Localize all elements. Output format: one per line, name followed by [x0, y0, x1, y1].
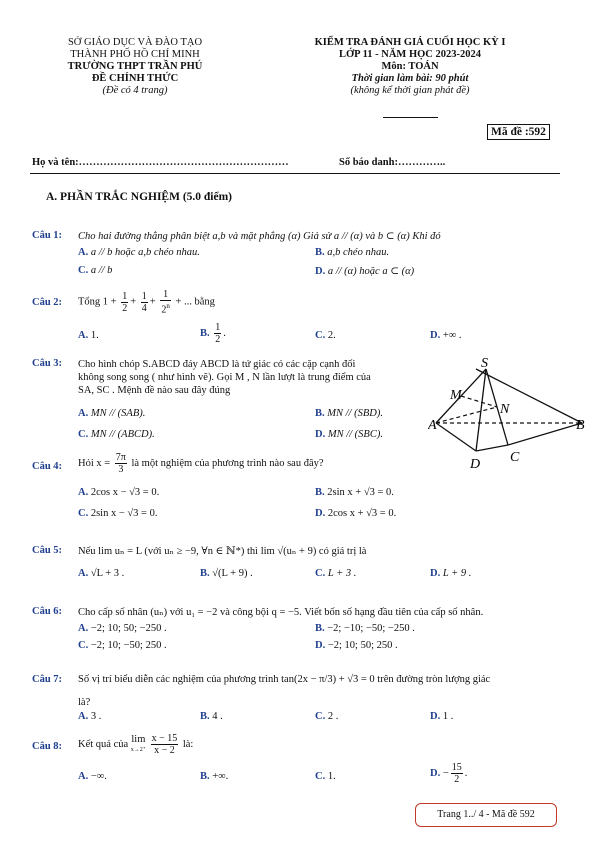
option-c: C. 2 . — [315, 711, 339, 722]
option-b: B. $\frac{1}{2}$ . — [200, 322, 226, 345]
option-d: D. − $\frac{15}{2}$ . — [430, 762, 468, 785]
class-year: LỚP 11 - NĂM HỌC 2023-2024 — [338, 49, 482, 60]
label-m: M — [450, 388, 462, 403]
option-c: C. 1. — [315, 771, 336, 782]
label-c: C — [510, 450, 520, 465]
option-text: −2; 10; 50; −250 . — [90, 623, 167, 634]
question-text — [78, 733, 193, 756]
option-text: −2; 10; −50; 250 . — [90, 640, 167, 651]
question-prefix: Kết quả của — [78, 738, 129, 750]
option-d: D. a // (α) hoặc a ⊂ (α) — [315, 266, 415, 277]
divider — [30, 173, 560, 174]
question-label: Câu 6: — [32, 606, 63, 617]
question-label: Câu 2: — [32, 297, 63, 308]
exam-title: KIỂM TRA ĐÁNH GIÁ CUỐI HỌC KỲ I — [314, 37, 506, 48]
section-title: A. PHẦN TRẮC NGHIỆM (5.0 điểm) — [46, 191, 233, 203]
question-label: Câu 4: — [32, 461, 63, 472]
question-6 — [32, 606, 62, 617]
fraction: $\frac{15}{2}$ — [451, 762, 462, 785]
option-a: A. 2cos x − √3 = 0. — [78, 487, 160, 498]
option-a: A. a // b hoặc a,b chéo nhau. — [78, 247, 200, 258]
dept-name: SỞ GIÁO DỤC VÀ ĐÀO TẠO — [67, 37, 203, 48]
option-text: MN // (SBD). — [327, 408, 383, 419]
student-id-field: Số báo danh:………….. — [339, 157, 446, 168]
question-8 — [32, 741, 62, 752]
option-text: 2sin x − √3 = 0. — [90, 508, 158, 519]
option-text: MN // (SBC). — [327, 429, 383, 440]
limit-operator: lim x→2⁺ — [130, 733, 146, 753]
option-d: D. 1 . — [430, 711, 454, 722]
option-text: a,b chéo nhau. — [327, 247, 390, 258]
question-label: Câu 3: — [32, 358, 63, 369]
school-name: TRƯỜNG THPT TRẦN PHÚ — [67, 61, 203, 72]
question-3 — [32, 358, 62, 369]
page-count: (Đề có 4 trang) — [102, 85, 168, 96]
fraction: $\frac{7\pi}{3}$ — [115, 452, 126, 475]
duration: Thời gian làm bài: 90 phút — [351, 73, 469, 84]
label-a: A — [428, 418, 437, 433]
question-7 — [32, 674, 62, 685]
option-text: a // (α) hoặc a ⊂ (α) — [327, 266, 415, 277]
option-text: −∞. — [90, 771, 107, 782]
option-c: C. a // b — [78, 265, 113, 276]
option-text: 2cos x + √3 = 0. — [327, 508, 397, 519]
subject: Môn: TOÁN — [381, 61, 439, 72]
option-text: a // b — [90, 265, 113, 276]
question-line: Cho hình chóp S.ABCD đáy ABCD là tứ giác có các cặp cạnh đối — [78, 359, 356, 370]
option-a: A. −2; 10; 50; −250 . — [78, 623, 167, 634]
question-text: Tổng 1 + $\frac{1}{2}$ + $\frac{1}{4}$ + $\frac{1}{2^n}$ + ... bằng — [78, 289, 215, 316]
option-d: D. −2; 10; 50; 250 . — [315, 640, 398, 651]
option-text: 2sin x + √3 = 0. — [327, 487, 394, 498]
option-text: −2; −10; −50; −250 . — [327, 623, 415, 634]
question-text — [78, 358, 433, 397]
question-text-cont: là? — [78, 697, 91, 708]
option-text: L + 9 . — [442, 568, 472, 579]
fraction: $\frac{x - 15}{x - 2}$ — [151, 733, 178, 756]
option-c: C. 2. — [315, 330, 336, 341]
option-text: 2cos x − √3 = 0. — [90, 487, 160, 498]
option-text: a // b hoặc a,b chéo nhau. — [90, 247, 200, 258]
question-text: Nếu lim uₙ = L (với uₙ ≥ −9, ∀n ∈ ℕ*) thì lim √(uₙ + 9) có giá trị là — [78, 546, 367, 557]
option-text: 4 . — [212, 711, 223, 722]
question-line: SA, SC . Mệnh đề nào sau đây đúng — [78, 385, 231, 396]
option-text: 1 . — [442, 711, 454, 722]
duration-note: (không kể thời gian phát đề) — [350, 85, 470, 96]
label-s: S — [481, 356, 488, 371]
option-b: B. a,b chéo nhau. — [315, 247, 390, 258]
fraction: $\frac{1}{2}$ — [122, 290, 128, 314]
page-footer: Trang 1../ 4 - Mã đề 592 — [415, 803, 557, 827]
option-prefix: − — [442, 767, 449, 779]
question-1 — [32, 230, 62, 241]
option-d: D. 2cos x + √3 = 0. — [315, 508, 397, 519]
student-name-field: Họ và tên:…………………………………………………… — [32, 157, 289, 168]
option-d: D. L + 9 . — [430, 568, 472, 579]
city-name: THÀNH PHỐ HỒ CHÍ MINH — [70, 49, 200, 60]
question-text: Số vị trí biểu diễn các nghiệm của phương trình tan(2x − π/3) + √3 = 0 trên đường tròn lượng giác — [78, 674, 491, 685]
fraction: $\frac{1}{2}$ — [215, 322, 221, 345]
exam-code: Mã đề :592 — [487, 124, 550, 140]
option-text: 1. — [90, 330, 99, 341]
question-text: Cho cấp số nhân (uₙ) với u₁ = −2 và công bội q = −5. Viết bốn số hạng đầu tiên của cấp số nhân. — [78, 607, 484, 618]
option-b: B. MN // (SBD). — [315, 408, 383, 419]
option-text: 3 . — [90, 711, 102, 722]
sum-suffix: + ... bằng — [175, 296, 215, 308]
exam-header — [270, 37, 550, 97]
option-text: +∞. — [212, 771, 229, 782]
option-b: B. 2sin x + √3 = 0. — [315, 487, 394, 498]
fraction: $\frac{1}{4}$ — [141, 290, 147, 314]
label-n: N — [500, 402, 510, 417]
question-5 — [32, 545, 62, 556]
option-text: √(L + 9) . — [212, 568, 253, 579]
label-d: D — [470, 457, 481, 472]
option-text: √L + 3 . — [90, 568, 125, 579]
option-a: A. 3 . — [78, 711, 102, 722]
header-divider — [383, 117, 438, 118]
question-label: Câu 8: — [32, 741, 63, 752]
option-a: A. √L + 3 . — [78, 568, 125, 579]
official-label: ĐỀ CHÍNH THỨC — [91, 73, 179, 84]
option-d: D. MN // (SBC). — [315, 429, 383, 440]
pyramid-figure — [428, 355, 588, 475]
question-label: Câu 5: — [32, 545, 63, 556]
question-label: Câu 7: — [32, 674, 63, 685]
option-a: A. 1. — [78, 330, 99, 341]
option-b: B. −2; −10; −50; −250 . — [315, 623, 415, 634]
option-b: B. +∞. — [200, 771, 229, 782]
question-line: không song song ( như hình vẽ). Gọi M , N lần lượt là trung điểm của — [78, 372, 371, 383]
option-text: MN // (SAB). — [90, 408, 146, 419]
question-prefix: Hỏi x = — [78, 457, 111, 469]
option-d: D. +∞ . — [430, 330, 462, 341]
question-text: Cho hai đường thẳng phân biệt a,b và mặt phẳng (α) Giả sử a // (α) và b ⊂ (α) Khi đó — [78, 231, 441, 242]
option-c: C. 2sin x − √3 = 0. — [78, 508, 158, 519]
option-c: C. −2; 10; −50; 250 . — [78, 640, 167, 651]
sum-prefix: Tổng 1 + — [78, 296, 117, 308]
option-text: 2. — [327, 330, 336, 341]
option-b: B. 4 . — [200, 711, 223, 722]
question-label: Câu 1: — [32, 230, 63, 241]
question-text — [78, 452, 324, 475]
option-c: C. MN // (ABCD). — [78, 429, 155, 440]
option-text: MN // (ABCD). — [90, 429, 155, 440]
option-text: 1. — [327, 771, 336, 782]
option-text: L + 3 . — [327, 568, 357, 579]
option-text: −2; 10; 50; 250 . — [327, 640, 398, 651]
question-4 — [32, 461, 62, 472]
option-text: +∞ . — [442, 330, 462, 341]
option-a: A. −∞. — [78, 771, 107, 782]
option-a: A. MN // (SAB). — [78, 408, 146, 419]
question-suffix: là: — [182, 738, 194, 750]
option-c: C. L + 3 . — [315, 568, 357, 579]
question-2 — [32, 297, 62, 308]
question-suffix: là một nghiệm của phương trình nào sau đây? — [131, 457, 324, 469]
option-b: B. √(L + 9) . — [200, 568, 253, 579]
option-text: 2 . — [327, 711, 339, 722]
fraction: $\frac{1}{2^n}$ — [161, 289, 170, 316]
school-header — [50, 37, 220, 97]
label-b: B — [576, 418, 585, 433]
